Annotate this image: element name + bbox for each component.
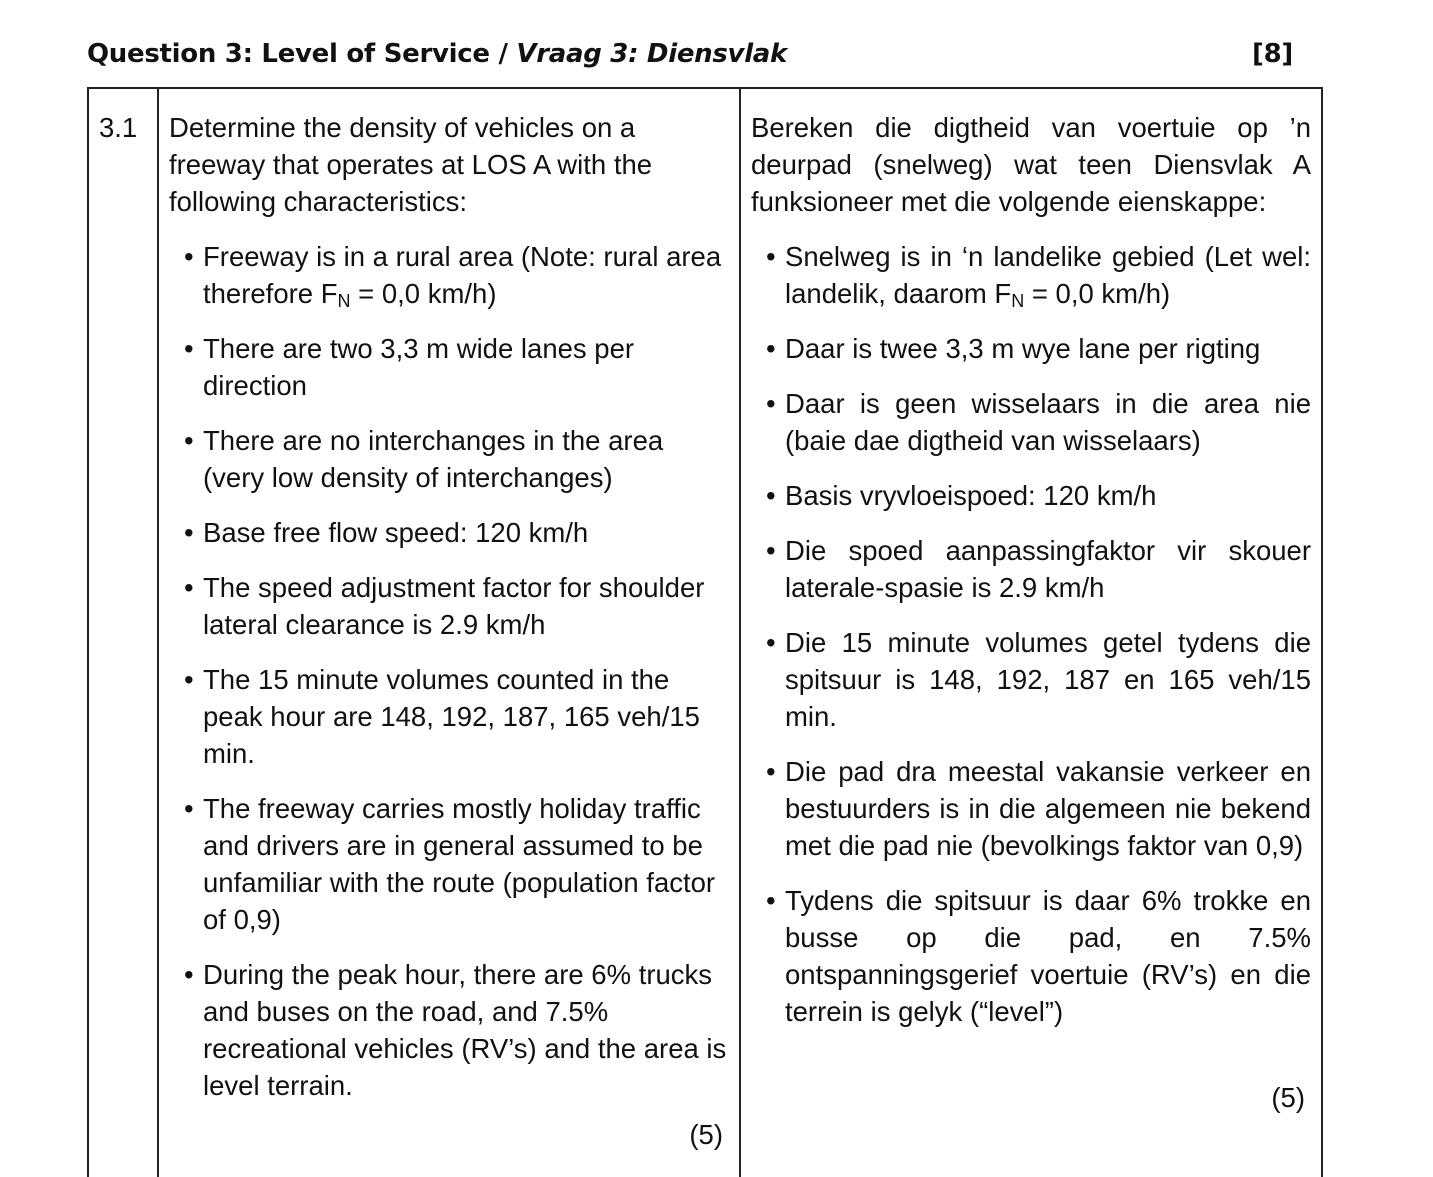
question-title [87, 36, 787, 72]
bullet-icon: • [184, 333, 194, 364]
question-title-af: Vraag 3: Diensvlak [516, 39, 788, 69]
afrikaans-bullet: • Die spoed aanpassingfaktor vir skouer laterale-spasie is 2.9 km/h [751, 532, 1311, 606]
bullet-icon: • [766, 756, 776, 787]
bullet-icon: • [766, 627, 776, 658]
bullet-icon: • [184, 959, 194, 990]
bullet-icon: • [184, 793, 194, 824]
bullet-icon: • [766, 480, 776, 511]
bullet-icon: • [766, 535, 776, 566]
english-bullet: • The 15 minute volumes counted in the peak hour are 148, 192, 187, 165 veh/15 min. [169, 661, 729, 772]
question-header [87, 36, 1293, 72]
english-bullet: • Freeway is in a rural area (Note: rural area therefore $F_N = 0,0$ km/h) [169, 238, 729, 312]
afrikaans-bullet: • Die pad dra meestal vakansie verkeer en bestuurders is in die algemeen nie bekend met die pad nie (bevolkings faktor van 0,9) [751, 753, 1311, 864]
english-bullet: • Base free flow speed: 120 km/h [169, 514, 729, 551]
question-number-cell [88, 88, 158, 1177]
bullet-icon: • [766, 241, 776, 272]
afrikaans-bullet: • Daar is geen wisselaars in die area nie (baie dae digtheid van wisselaars) [751, 385, 1311, 459]
question-row [88, 88, 1322, 1177]
english-bullet: • There are no interchanges in the area (very low density of interchanges) [169, 422, 729, 496]
bullet-icon: • [184, 664, 194, 695]
question-title-en: Question 3: Level of Service / [87, 39, 517, 69]
question-number: 3.1 [99, 112, 138, 143]
bullet-icon: • [766, 885, 776, 916]
afrikaans-bullet-list [751, 238, 1311, 1030]
afrikaans-bullet: • Die 15 minute volumes getel tydens die spitsuur is 148, 192, 187 en 165 veh/15 min. [751, 624, 1311, 735]
afrikaans-marks: (5) [1271, 1082, 1305, 1113]
english-bullet: • The freeway carries mostly holiday traffic and drivers are in general assumed to be unfamiliar with the route (population factor of 0,9) [169, 790, 729, 938]
afrikaans-bullet: • Daar is twee 3,3 m wye lane per rigting [751, 330, 1311, 367]
bullet-icon: • [184, 241, 194, 272]
english-bullet-list [169, 238, 729, 1104]
english-cell [158, 88, 740, 1177]
bullet-icon: • [766, 388, 776, 419]
english-intro: Determine the density of vehicles on a freeway that operates at LOS A with the following characteristics: [169, 112, 653, 217]
bullet-icon: • [184, 517, 194, 548]
bullet-icon: • [766, 333, 776, 364]
english-bullet: • There are two 3,3 m wide lanes per direction [169, 330, 729, 404]
question-table [87, 87, 1323, 1177]
bullet-icon: • [184, 572, 194, 603]
english-bullet: • During the peak hour, there are 6% trucks and buses on the road, and 7.5% recreational vehicles (RV’s) and the area is level terrain. [169, 956, 729, 1104]
afrikaans-intro: Bereken die digtheid van voertuie op ’n deurpad (snelweg) wat teen Diensvlak A funksioneer met die volgende eienskappe: [751, 112, 1311, 217]
afrikaans-bullet: • Tydens die spitsuur is daar 6% trokke en busse op die pad, en 7.5% ontspanningsgerief voertuie (RV’s) en die terrein is gelyk (“level”) [751, 882, 1311, 1030]
english-marks: (5) [689, 1119, 723, 1150]
afrikaans-bullet: • Snelweg is in ‘n landelike gebied (Let wel: landelik, daarom $F_N = 0,0$ km/h) [751, 238, 1311, 312]
english-bullet: • The speed adjustment factor for shoulder lateral clearance is 2.9 km/h [169, 569, 729, 643]
afrikaans-cell [740, 88, 1322, 1177]
total-marks: [8] [1252, 39, 1293, 69]
afrikaans-bullet: • Basis vryvloeispoed: 120 km/h [751, 477, 1311, 514]
bullet-icon: • [184, 425, 194, 456]
